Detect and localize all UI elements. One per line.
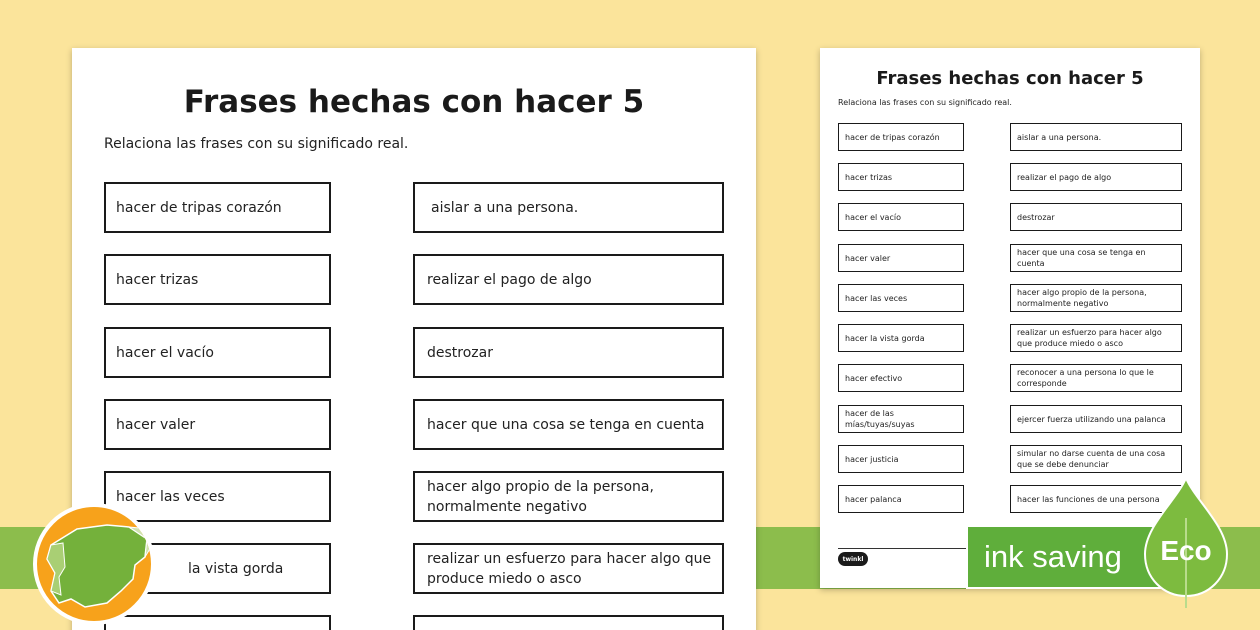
- meaning-text: realizar el pago de algo: [427, 271, 592, 288]
- meaning-text: realizar un esfuerzo para hacer algo que produce miedo o asco: [427, 550, 712, 587]
- meaning-box: [413, 543, 724, 594]
- worksheet-instruction: Relaciona las frases con su significado real.: [104, 136, 409, 152]
- meaning-box-small: [1010, 405, 1182, 433]
- meaning-text: hacer algo propio de la persona, normalmente negativo: [1017, 288, 1147, 308]
- phrase-text: hacer valer: [845, 253, 891, 263]
- meaning-box: [413, 327, 724, 378]
- phrase-text: hacer la vista gorda: [845, 333, 925, 343]
- phrase-text: hacer valer: [116, 416, 196, 433]
- meaning-text: reconocer a una persona lo que le corresponde: [1017, 368, 1154, 388]
- phrase-box-small: [838, 203, 964, 231]
- logo-text: twinkl: [842, 555, 864, 563]
- meaning-text: aislar a una persona.: [431, 199, 579, 216]
- meaning-text: hacer que una cosa se tenga en cuenta: [1017, 248, 1146, 268]
- ink-saving-label: ink saving: [984, 539, 1122, 574]
- meaning-box: [413, 399, 724, 450]
- phrase-text: hacer justicia: [845, 454, 899, 464]
- meaning-box-small: [1010, 324, 1182, 352]
- phrase-box: [104, 182, 331, 233]
- phrase-box: [104, 327, 331, 378]
- phrase-text: hacer trizas: [845, 172, 893, 182]
- phrase-box-small: [838, 445, 964, 473]
- meaning-box: [413, 615, 724, 630]
- spain-map-icon: [33, 503, 155, 625]
- meaning-text: hacer algo propio de la persona, normalmente negativo: [427, 478, 654, 515]
- meaning-text: hacer las funciones de una persona: [1017, 494, 1160, 504]
- meaning-text: simular no darse cuenta de una cosa que se debe denunciar: [1017, 449, 1166, 469]
- meaning-text: realizar un esfuerzo para hacer algo que produce miedo o asco: [1017, 328, 1162, 348]
- worksheet-title: Frases hechas con hacer 5: [183, 84, 645, 120]
- phrase-text: hacer las veces: [845, 293, 908, 303]
- phrase-text: hacer palanca: [845, 494, 902, 504]
- phrase-text: la vista gorda: [188, 560, 284, 577]
- spain-map-graphic: [37, 507, 151, 621]
- phrase-text: hacer de tripas corazón: [845, 132, 940, 142]
- twinkl-logo: [838, 552, 868, 566]
- phrase-box-small: [838, 163, 964, 191]
- phrase-box-small: [838, 364, 964, 392]
- phrase-text: hacer de tripas corazón: [116, 199, 282, 216]
- meaning-box: [413, 182, 724, 233]
- meaning-text: destrozar: [1017, 212, 1055, 222]
- meaning-text: destrozar: [427, 344, 493, 361]
- phrase-box-small: [838, 485, 964, 513]
- worksheet-page-large: [72, 48, 756, 630]
- phrase-box-small: [838, 284, 964, 312]
- phrase-text: hacer el vacío: [116, 344, 214, 361]
- phrase-text: hacer trizas: [116, 271, 199, 288]
- phrase-text: hacer las veces: [116, 488, 225, 505]
- phrase-box-small: [838, 405, 964, 433]
- phrase-box: [104, 254, 331, 305]
- phrase-box-small: [838, 123, 964, 151]
- meaning-box: [413, 254, 724, 305]
- phrase-text: hacer el vacío: [845, 212, 901, 222]
- meaning-text: aislar a una persona.: [1017, 132, 1102, 142]
- eco-label: Eco: [1160, 535, 1212, 566]
- phrase-text: hacer de las mías/tuyas/suyas: [845, 409, 915, 429]
- meaning-box-small: [1010, 123, 1182, 151]
- meaning-text: realizar el pago de algo: [1017, 172, 1112, 182]
- meaning-box-small: [1010, 163, 1182, 191]
- meaning-box: [413, 471, 724, 522]
- phrase-box-small: [838, 244, 964, 272]
- phrase-box-small: [838, 324, 964, 352]
- meaning-box-small: [1010, 364, 1182, 392]
- worksheet-title-small: Frases hechas con hacer 5: [876, 68, 1144, 89]
- meaning-box-small: [1010, 445, 1182, 473]
- meaning-text: ejercer fuerza utilizando una palanca: [1017, 414, 1166, 424]
- phrase-box: [104, 399, 331, 450]
- meaning-box-small: [1010, 284, 1182, 312]
- meaning-box-small: [1010, 203, 1182, 231]
- phrase-text: hacer efectivo: [845, 373, 903, 383]
- worksheet-instruction-small: Relaciona las frases con su significado real.: [838, 98, 1012, 107]
- meaning-text: hacer que una cosa se tenga en cuenta: [427, 416, 705, 433]
- meaning-box-small: [1010, 244, 1182, 272]
